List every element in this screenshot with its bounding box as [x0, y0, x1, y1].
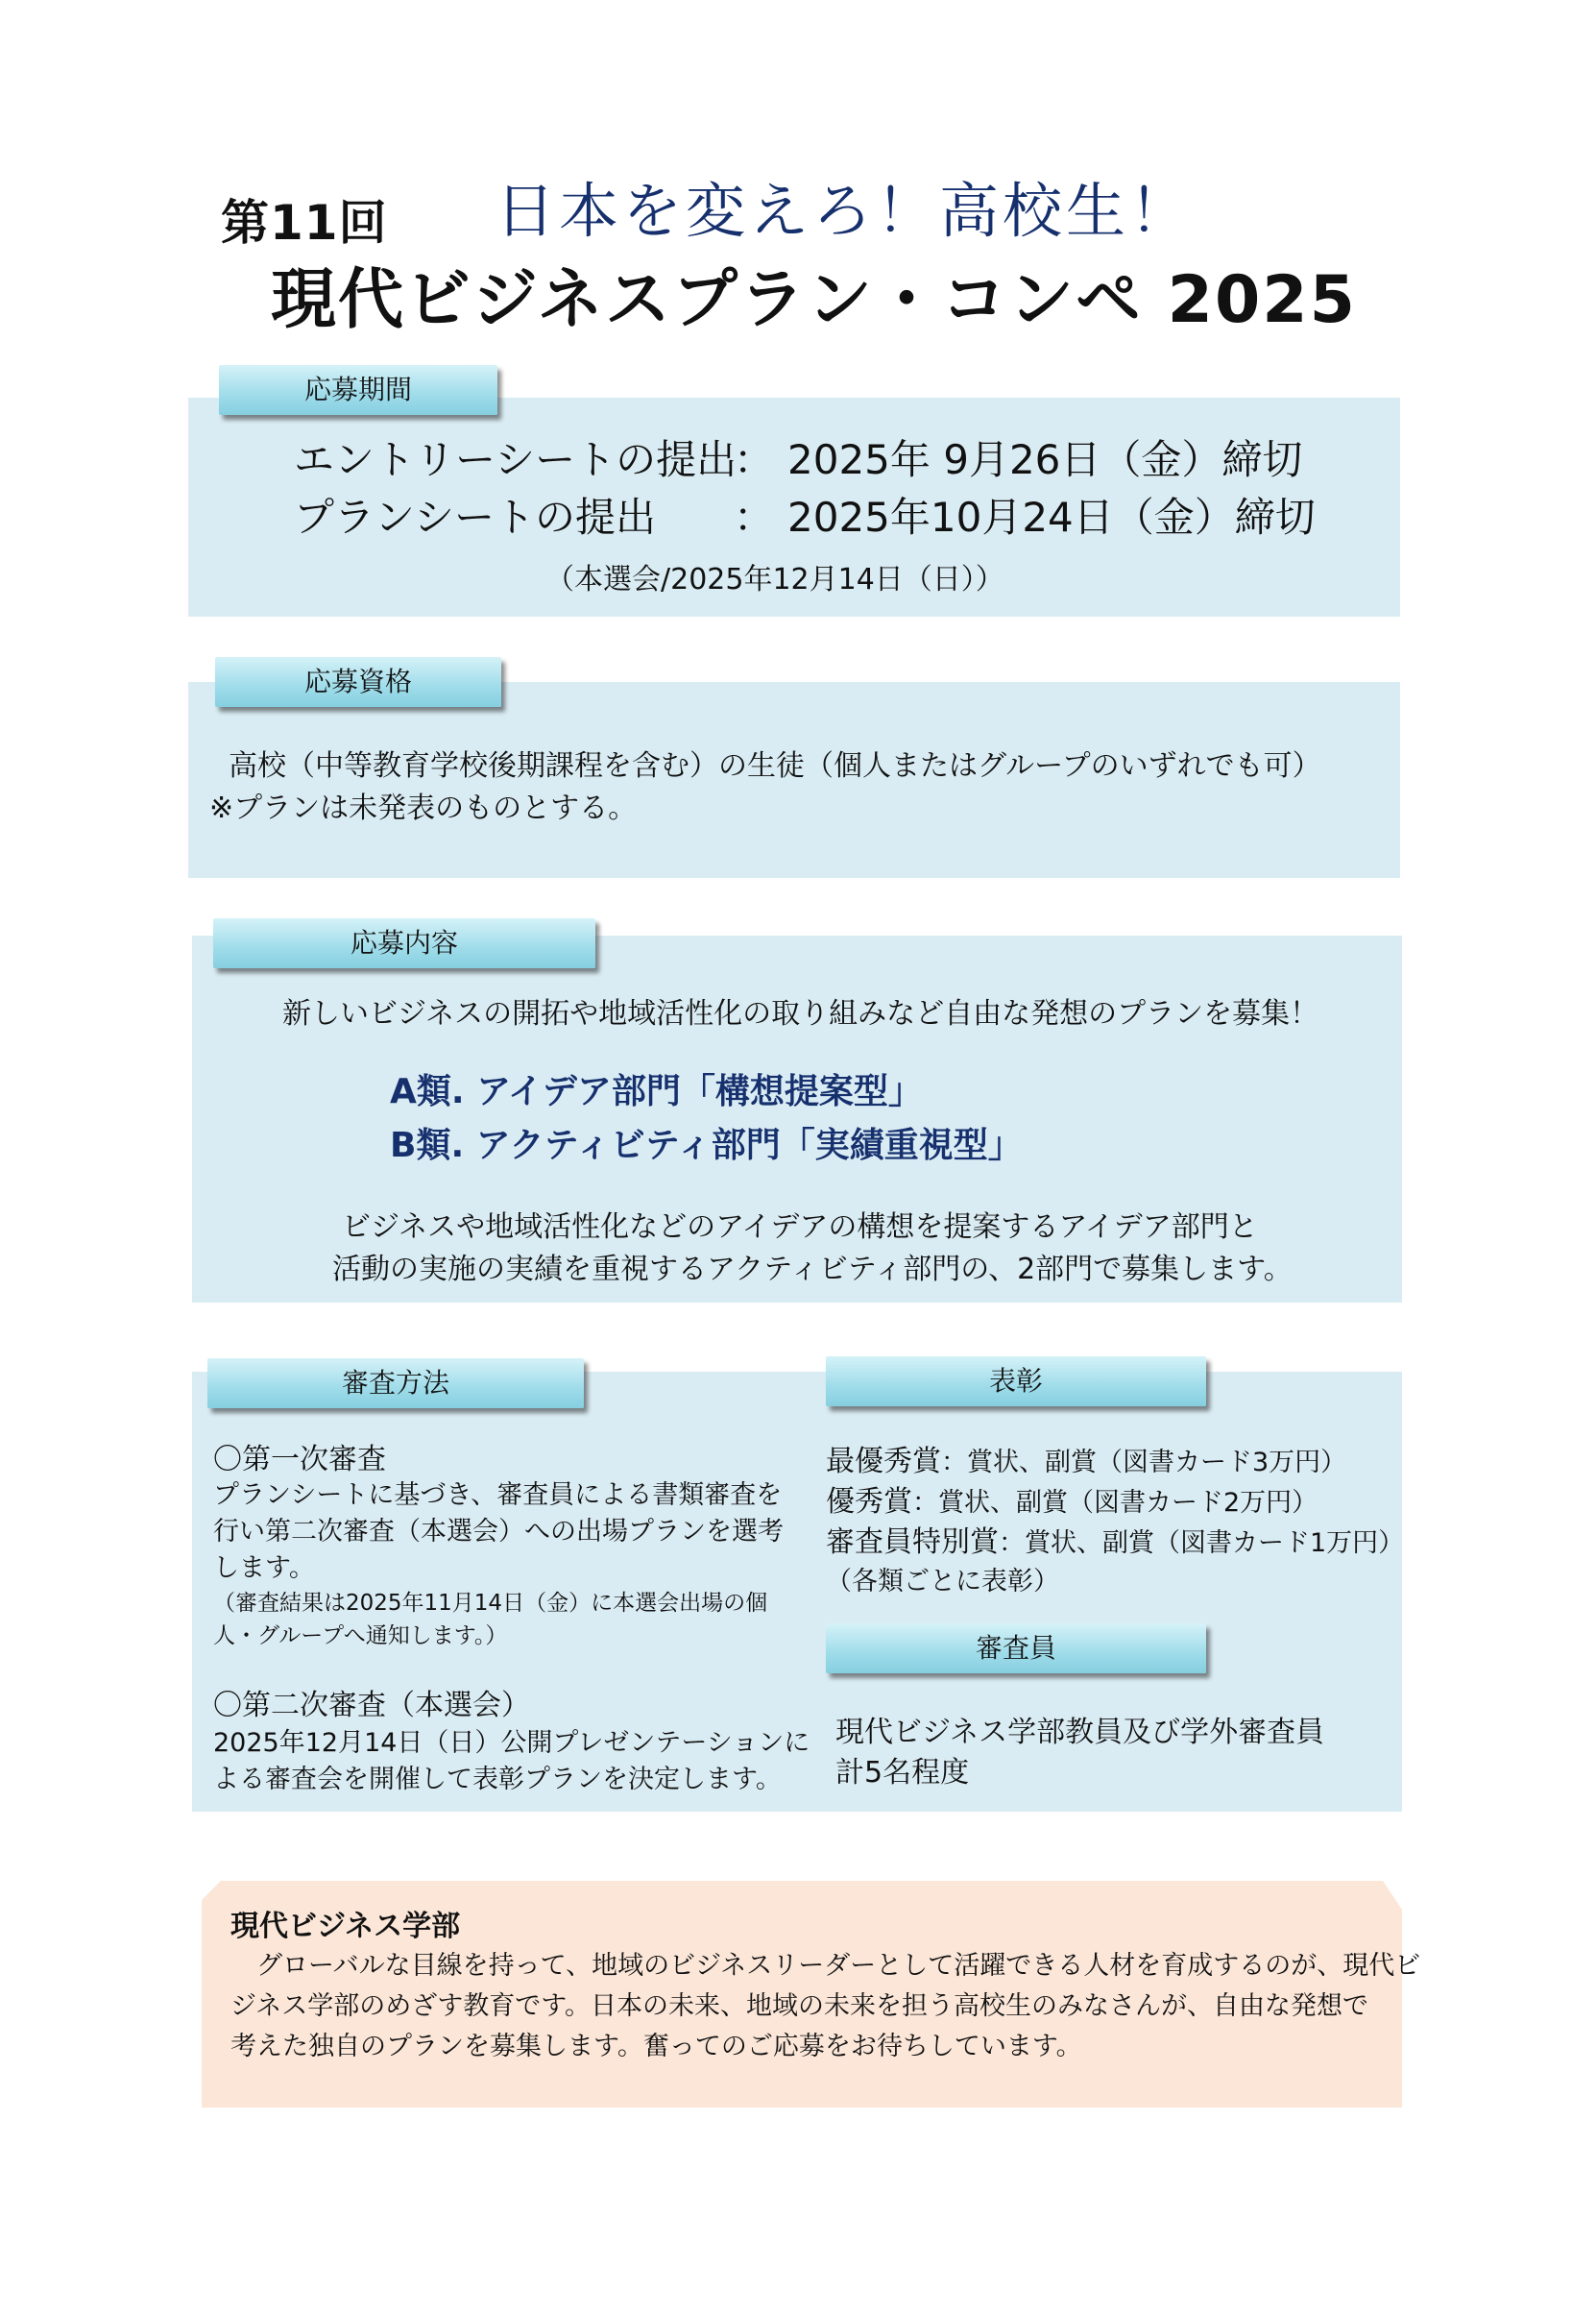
award-item: [826, 1437, 1346, 1479]
faculty-line-1: グローバルな目線を持って、地域のビジネスリーダーとして活躍できる人材を育成するのが、現代ビ: [230, 1951, 1421, 1981]
review-first-head: 〇第一次審査: [213, 1443, 386, 1476]
award-name: 審査員特別賞: [826, 1525, 999, 1559]
faculty-line-3: 考えた独自のプランを募集します。奮ってのご応募をお待ちしています。: [230, 2032, 1082, 2061]
eligibility-tab: 応募資格: [215, 657, 501, 707]
awards-tab: 表彰: [826, 1356, 1206, 1406]
awards-note: （各類ごとに表彰）: [826, 1567, 1059, 1596]
period-date-plan: 2025年10月24日（金）締切: [787, 494, 1316, 541]
review-first-line-3: します。: [213, 1553, 315, 1583]
review-second-head: 〇第二次審査（本選会）: [213, 1689, 530, 1722]
content-desc-1: ビジネスや地域活性化などのアイデアの構想を提案するアイデア部門と: [342, 1210, 1258, 1244]
period-tab: 応募期間: [219, 365, 497, 415]
award-item: [826, 1518, 1404, 1560]
period-note: （本選会/2025年12月14日（日））: [545, 563, 1004, 597]
content-desc-2: 活動の実施の実績を重視するアクティビティ部門の、2部門で募集します。: [332, 1253, 1293, 1286]
faculty-line-2: ジネス学部のめざす教育です。日本の未来、地域の未来を担う高校生のみなさんが、自由な発想で: [230, 1991, 1369, 2021]
award-detail: ：賞状、副賞（図書カード3万円）: [941, 1448, 1347, 1477]
eligibility-line-2: ※プランは未発表のものとする。: [209, 792, 638, 825]
edition-label: 第11回: [221, 195, 388, 251]
review-first-line-1: プランシートに基づき、審査員による書類審査を: [213, 1480, 783, 1510]
review-first-line-2: 行い第二次審査（本選会）への出場プランを選考: [213, 1517, 784, 1547]
period-item-plan: プランシートの提出: [294, 494, 656, 541]
review-second-line-1: 2025年12月14日（日）公開プレゼンテーションに: [213, 1728, 810, 1758]
period-sep-plan: ：: [734, 494, 775, 541]
award-name: 最優秀賞: [826, 1445, 941, 1478]
review-first-note-2: 人・グループへ通知します。）: [213, 1623, 508, 1648]
faculty-heading: 現代ビジネス学部: [230, 1910, 461, 1943]
judges-tab: 審査員: [826, 1623, 1206, 1673]
judges-line-1: 現代ビジネス学部教員及び学外審査員: [835, 1716, 1325, 1749]
award-detail: ：賞状、副賞（図書カード2万円）: [912, 1488, 1318, 1518]
content-category-a: A類. アイデア部門「構想提案型」: [390, 1072, 923, 1111]
award-name: 優秀賞: [826, 1485, 912, 1519]
subtitle: 日本を変えろ！高校生！: [496, 176, 1194, 246]
period-date-entry: 2025年 9月26日（金）締切: [787, 436, 1303, 483]
review-first-note-1: （審査結果は2025年11月14日（金）に本選会出場の個: [213, 1591, 768, 1616]
review-tab: 審査方法: [207, 1358, 584, 1408]
content-category-b: B類. アクティビティ部門「実績重視型」: [390, 1126, 1023, 1165]
judges-line-2: 計5名程度: [835, 1756, 970, 1790]
content-tab: 応募内容: [213, 918, 595, 968]
period-item-entry: エントリーシートの提出: [294, 436, 738, 483]
award-detail: ：賞状、副賞（図書カード1万円）: [999, 1528, 1405, 1558]
eligibility-line-1: 高校（中等教育学校後期課程を含む）の生徒（個人またはグループのいずれでも可）: [229, 749, 1321, 783]
content-intro: 新しいビジネスの開拓や地域活性化の取り組みなど自由な発想のプランを募集！: [282, 997, 1319, 1031]
period-sep-entry: ：: [734, 436, 775, 483]
award-item: [826, 1477, 1318, 1520]
review-second-line-2: よる審査会を開催して表彰プランを決定します。: [213, 1765, 782, 1794]
page-title: 現代ビジネスプラン・コンペ 2025: [271, 262, 1357, 338]
